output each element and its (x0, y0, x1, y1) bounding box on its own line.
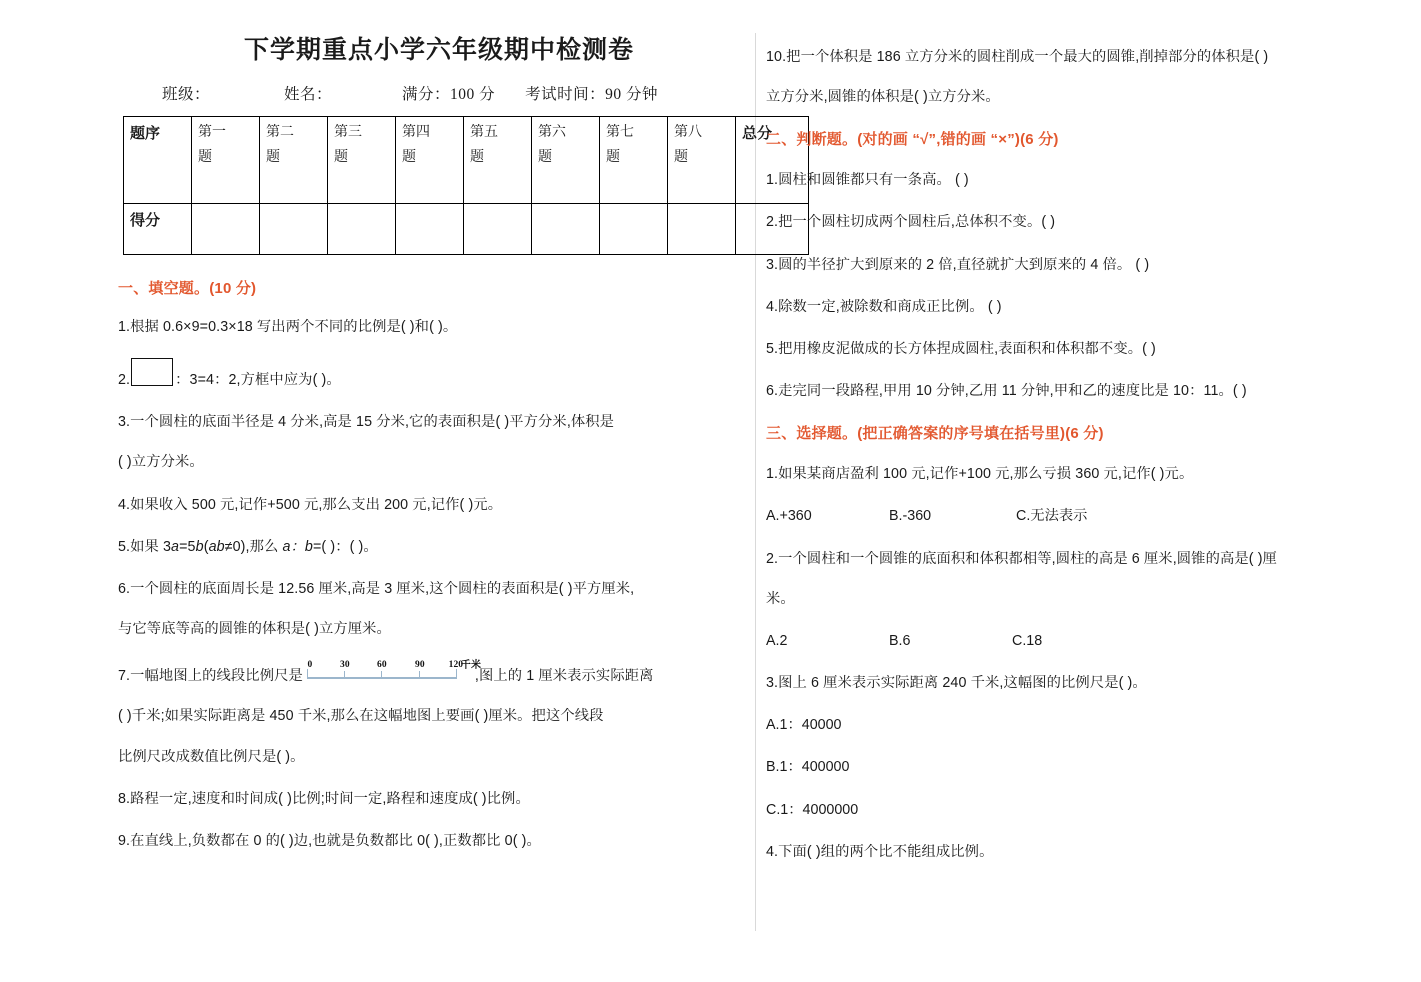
question-text-after-figure: ,图上的 1 厘米表示实际距离 (474, 668, 654, 685)
question-line-2: 米。 (766, 590, 795, 607)
scale-label-30: 30 (340, 660, 350, 671)
question-fill-8: 8.路程一定,速度和时间成( )比例;时间一定,路程和速度成( )比例。 (118, 790, 530, 807)
options-mc-2 (766, 630, 1411, 652)
question-tf-1: 1.圆柱和圆锥都只有一条高。 ( ) (766, 172, 969, 189)
q5-part-g: ≠0),那么 (224, 538, 283, 555)
scale-label-60: 60 (377, 660, 387, 671)
left-column (118, 30, 773, 872)
linear-scale-bar-figure (305, 660, 482, 686)
page-title: 下学期重点小学六年级期中检测卷 (243, 37, 634, 64)
q5-var-ab: ab (208, 538, 225, 555)
option-mc3-b[interactable]: B.1：400000 (766, 759, 850, 776)
question-line-1 (118, 660, 750, 687)
table-col-q3 (328, 117, 396, 204)
question-tf-3: 3.圆的半径扩大到原来的 2 倍,直径就扩大到原来的 4 倍。 ( ) (766, 256, 1150, 273)
full-score-label: 满分：100 分 (402, 86, 496, 103)
col-label-bottom: 题 (470, 149, 484, 165)
name-label: 姓名： (284, 86, 333, 103)
q5-var-a: a (171, 538, 180, 555)
question-text: ：3=4：2,方框中应为( )。 (175, 372, 341, 389)
section-heading-fill-in-blank: 一、填空题。(10 分) (118, 280, 257, 297)
question-number: 2. (118, 372, 131, 389)
question-line-2: ( )立方分米。 (118, 454, 204, 471)
question-fill-3 (118, 411, 750, 473)
question-tf-4: 4.除数一定,被除数和商成正比例。 ( ) (766, 298, 1002, 315)
question-line-1: 6.一个圆柱的底面周长是 12.56 厘米,高是 3 厘米,这个圆柱的表面积是( )平方厘米, (118, 580, 635, 597)
question-line-2: ( )千米;如果实际距离是 450 千米,那么在这幅地图上要画( )厘米。把这个线段 (118, 708, 604, 725)
option-mc3-a[interactable]: A.1：40000 (766, 717, 842, 734)
question-fill-10 (766, 46, 1411, 108)
question-mc-1: 1.如果某商店盈利 100 元,记作+100 元,那么亏损 360 元,记作( )元。 (766, 466, 1194, 483)
option-mc2-a[interactable]: A.2 (766, 632, 788, 649)
score-cell-q6[interactable] (532, 204, 600, 255)
class-label: 班级： (162, 86, 211, 103)
question-line-1: 2.一个圆柱和一个圆锥的底面积和体积都相等,圆柱的高是 6 厘米,圆锥的高是( )厘 (766, 550, 1277, 567)
col-label-bottom: 题 (402, 149, 416, 165)
score-cell-q1[interactable] (192, 204, 260, 255)
col-label-bottom: 题 (198, 149, 212, 165)
question-mc-3: 3.图上 6 厘米表示实际距离 240 千米,这幅图的比例尺是( )。 (766, 675, 1147, 692)
question-tf-5: 5.把用橡皮泥做成的长方体捏成圆柱,表面积和体积都不变。( ) (766, 340, 1156, 357)
table-col-q5 (464, 117, 532, 204)
table-col-total: 总分 (736, 117, 809, 204)
question-line-2: 立方分米,圆锥的体积是( )立方分米。 (766, 89, 1000, 106)
col-label-top: 第三 (334, 125, 362, 140)
table-row-header (124, 117, 809, 204)
section-heading-multiple-choice: 三、选择题。(把正确答案的序号填在括号里)(6 分) (766, 425, 1104, 443)
question-line-1: 3.一个圆柱的底面半径是 4 分米,高是 15 分米,它的表面积是( )平方分米,体积是 (118, 414, 615, 431)
scale-unit-label: 千米 (460, 660, 482, 672)
right-column (766, 46, 1411, 883)
score-cell-q7[interactable] (600, 204, 668, 255)
question-fill-9: 9.在直线上,负数都在 0 的( )边,也就是负数都比 0( ),正数都比 0( )。 (118, 832, 541, 849)
question-text-before-figure: 7.一幅地图上的线段比例尺是 (118, 668, 303, 685)
option-mc3-c[interactable]: C.1：4000000 (766, 801, 859, 818)
row-header-score: 得分 (124, 204, 192, 255)
question-tf-2: 2.把一个圆柱切成两个圆柱后,总体积不变。( ) (766, 214, 1056, 231)
table-col-q2 (260, 117, 328, 204)
col-label-bottom: 题 (538, 149, 552, 165)
question-fill-1: 1.根据 0.6×9=0.3×18 写出两个不同的比例是( )和( )。 (118, 319, 458, 335)
col-label-top: 第七 (606, 125, 634, 140)
score-cell-q8[interactable] (668, 204, 736, 255)
scale-label-0: 0 (307, 660, 313, 671)
table-col-q1 (192, 117, 260, 204)
scale-label-120: 120 (448, 660, 464, 671)
score-cell-q4[interactable] (396, 204, 464, 255)
score-cell-q5[interactable] (464, 204, 532, 255)
student-info-line (118, 82, 750, 104)
option-mc2-b[interactable]: B.6 (889, 632, 911, 649)
col-label-bottom: 题 (266, 149, 280, 165)
col-label-top: 第二 (266, 125, 294, 140)
table-col-q8 (668, 117, 736, 204)
col-label-bottom: 题 (674, 149, 688, 165)
table-row-score (124, 204, 809, 255)
answer-box-glyph[interactable] (131, 358, 173, 386)
col-label-top: 第一 (198, 125, 226, 140)
question-line-1: 10.把一个体积是 186 立方分米的圆柱削成一个最大的圆锥,削掉部分的体积是( ) (766, 49, 1269, 65)
question-line-3: 比例尺改成数值比例尺是( )。 (118, 748, 305, 765)
q5-part-e: ( (203, 538, 209, 555)
q5-var-b: b (195, 538, 204, 555)
score-table (123, 116, 809, 255)
col-label-top: 第四 (402, 125, 430, 140)
score-cell-q2[interactable] (260, 204, 328, 255)
col-label-bottom: 题 (334, 149, 348, 165)
section-heading-true-false: 二、判断题。(对的画 “√”,错的画 “×”)(6 分) (766, 131, 1059, 149)
question-mc-4: 4.下面( )组的两个比不能组成比例。 (766, 843, 994, 860)
question-mc-2 (766, 548, 1411, 610)
row-header-question-order: 题序 (124, 117, 192, 204)
col-label-bottom: 题 (606, 149, 620, 165)
col-label-top: 第八 (674, 125, 702, 140)
question-fill-6 (118, 578, 750, 640)
q5-ratio-ab: a：b (282, 538, 313, 555)
q5-part-c: =5 (179, 538, 196, 555)
q5-part-a: 5.如果 3 (118, 538, 172, 555)
option-mc1-b[interactable]: B.-360 (889, 508, 932, 525)
options-mc-1 (766, 505, 1411, 527)
question-tf-6: 6.走完同一段路程,甲用 10 分钟,乙用 11 分钟,甲和乙的速度比是 10：11。( ) (766, 383, 1247, 400)
score-cell-q3[interactable] (328, 204, 396, 255)
scale-label-90: 90 (415, 660, 425, 671)
question-fill-7 (118, 660, 750, 767)
col-label-top: 第六 (538, 125, 566, 140)
question-line-2: 与它等底等高的圆锥的体积是( )立方厘米。 (118, 621, 391, 638)
question-fill-4: 4.如果收入 500 元,记作+500 元,那么支出 200 元,记作( )元。 (118, 496, 503, 513)
option-mc1-a[interactable]: A.+360 (766, 508, 812, 525)
col-label-top: 第五 (470, 125, 498, 140)
exam-time-label: 考试时间：90 分钟 (525, 86, 659, 103)
option-mc2-c[interactable]: C.18 (1012, 632, 1043, 649)
question-fill-2 (118, 358, 750, 391)
table-col-q6 (532, 117, 600, 204)
q5-part-i: =( )：( )。 (312, 538, 378, 555)
table-col-q7 (600, 117, 668, 204)
table-col-q4 (396, 117, 464, 204)
option-mc1-c[interactable]: C.无法表示 (1016, 508, 1088, 525)
question-fill-5 (118, 536, 750, 558)
